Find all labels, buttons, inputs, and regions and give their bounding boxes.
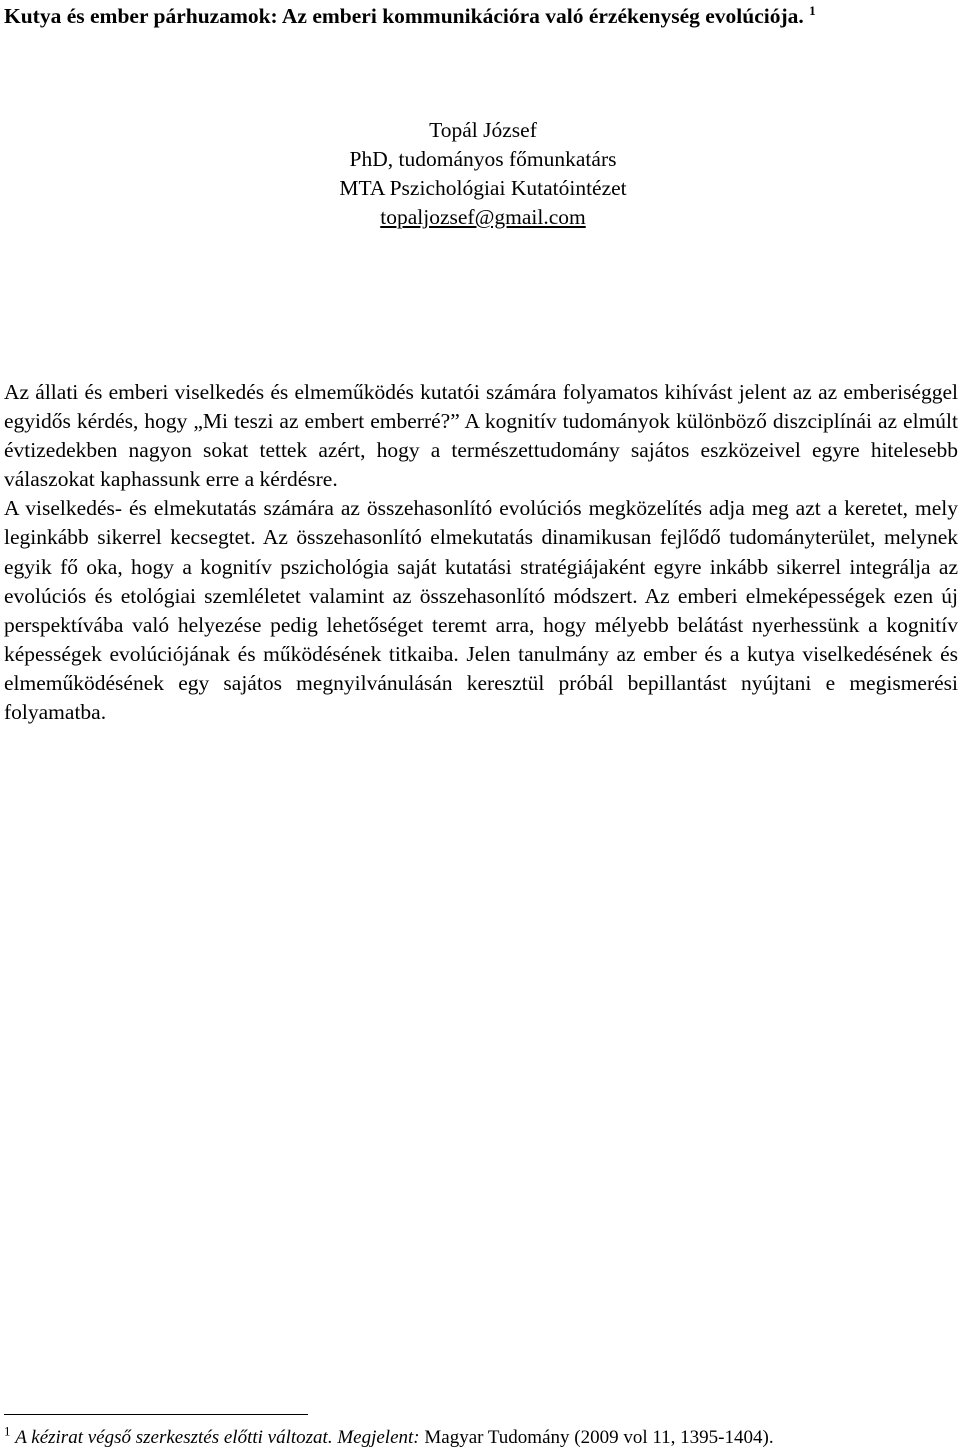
footnote-published-label: Megjelent:	[337, 1427, 420, 1448]
author-email-link[interactable]: topaljozsef@gmail.com	[380, 205, 586, 229]
author-name: Topál József	[429, 118, 537, 142]
abstract-body	[4, 378, 958, 727]
footnote-marker: 1	[4, 1423, 11, 1439]
title-footnote-marker[interactable]: 1	[809, 2, 816, 18]
author-position: PhD, tudományos főmunkatárs	[349, 147, 617, 171]
author-institution: MTA Pszichológiai Kutatóintézet	[339, 176, 627, 200]
paragraph-2: A viselkedés- és elmekutatás számára az összehasonlító evolúciós megközelítés adja meg azt a keretet, mely leginkább sikerrel kecsegtet. Az összehasonlító elmekutatás dinamikusan fejlődő tudományterület, melynek egyik fő oka, hogy a kognitív pszichológia saját kutatási stratégiájaként egyre inkább sikerrel integrálja az evolúciós és etológiai szemléletet valamint az összehasonlító módszert. Az emberi elmeképességek ezen új perspektívába való helyezése pedig lehetőséget teremt arra, hogy mélyebb belátást nyerhessünk a kognitív képességek evolúciójának és működésének titkaiba. Jelen tanulmány az ember és a kutya viselkedésének és elmeműködésének egy sajátos megnyilvánulásán keresztül próbál bepillantást nyújtani e megismerési folyamatba.	[4, 496, 958, 725]
footnote-separator	[4, 1414, 308, 1415]
footnote-citation: Magyar Tudomány (2009 vol 11, 1395-1404).	[424, 1427, 774, 1448]
footnote	[4, 1423, 958, 1450]
footnote-note: A kézirat végső szerkesztés előtti változat.	[15, 1427, 333, 1448]
paragraph-1: Az állati és emberi viselkedés és elmeműködés kutatói számára folyamatos kihívást jelent az az emberiséggel egyidős kérdés, hogy „Mi teszi az embert emberré?” A kognitív tudományok különböző diszciplínái az elmúlt évtizedekben nagyon sokat tettek azért, hogy a természettudomány sajátos eszközeivel egyre hitelesebb válaszokat kaphassunk erre a kérdésre.	[4, 380, 958, 492]
title-text: Kutya és ember párhuzamok: Az emberi kommunikációra való érzékenység evolúciója.	[4, 4, 804, 28]
document-title	[4, 2, 956, 30]
author-block	[0, 116, 960, 232]
